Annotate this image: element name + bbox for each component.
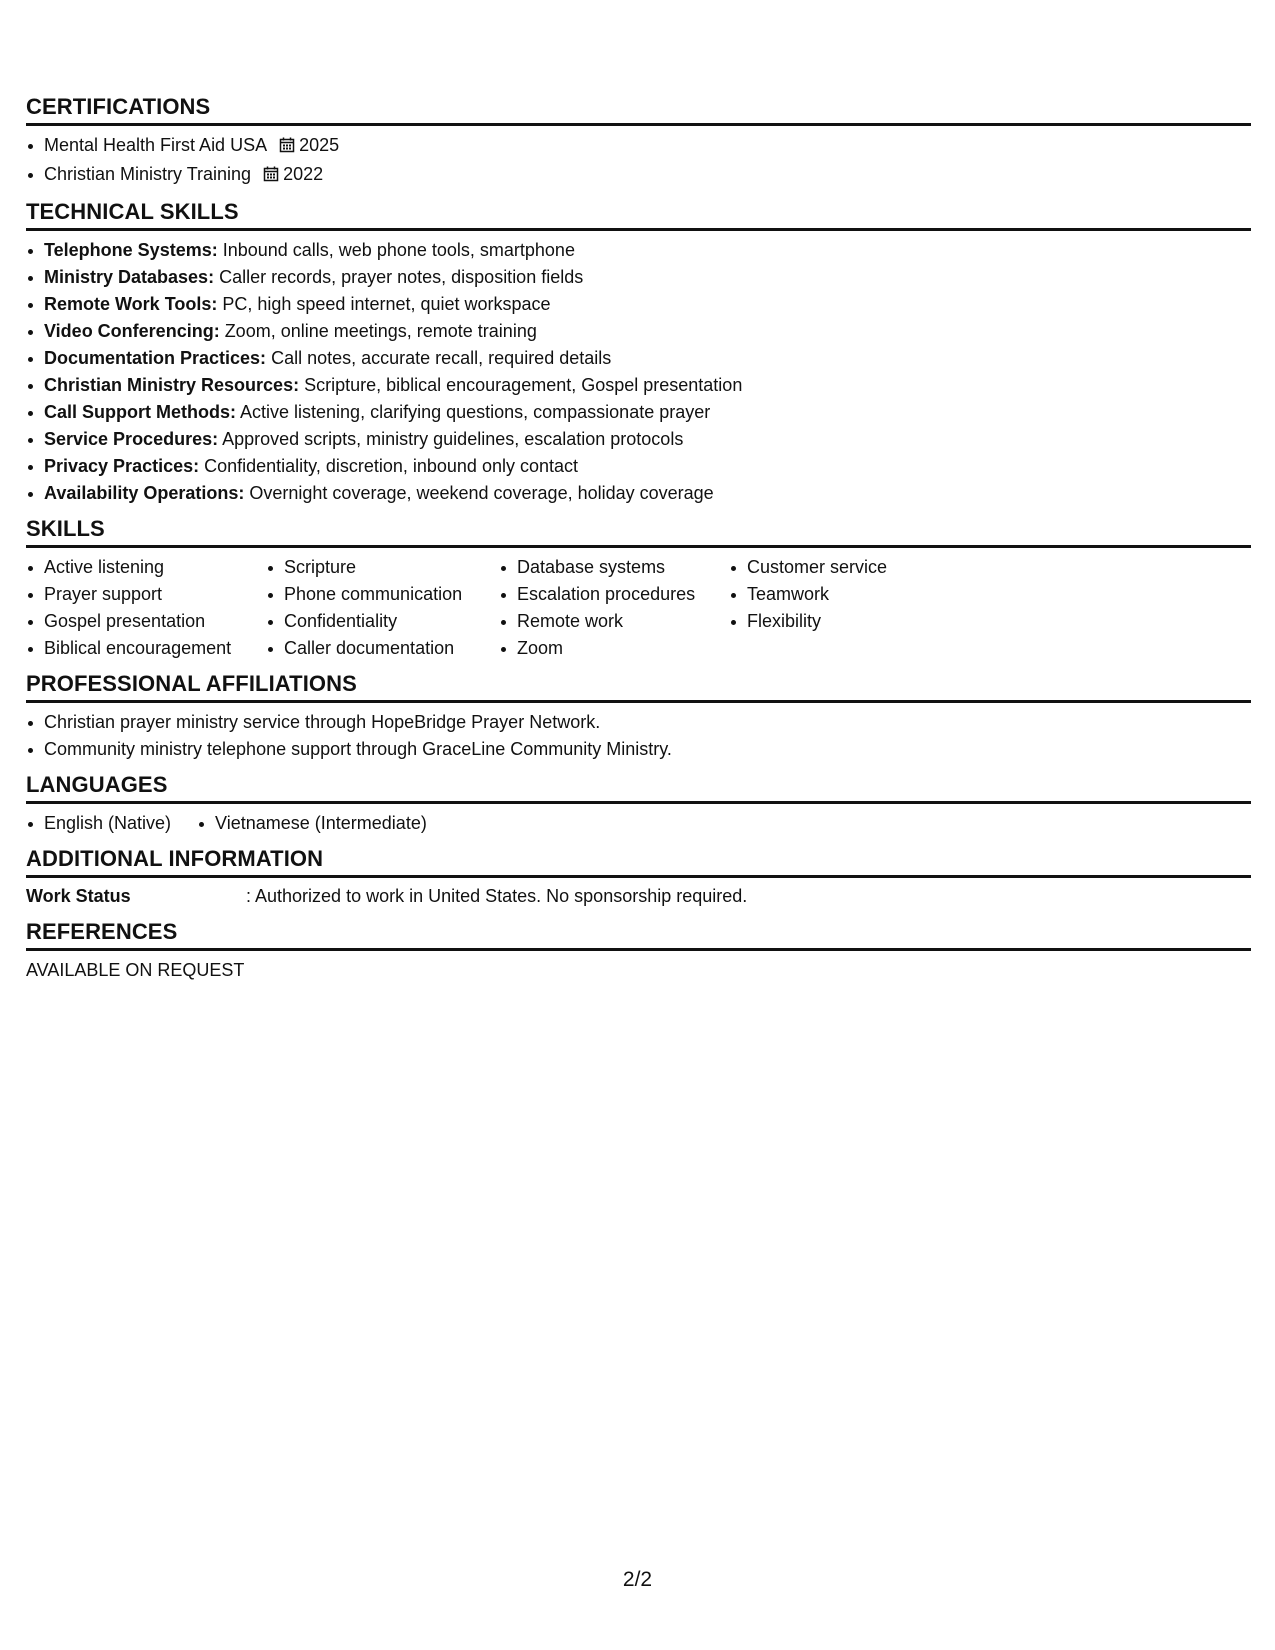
skills-column (499, 554, 729, 662)
technical-skill-label: Service Procedures: (44, 429, 219, 449)
affiliations-heading: PROFESSIONAL AFFILIATIONS (26, 671, 1251, 703)
technical-skill-label: Availability Operations: (44, 483, 245, 503)
technical-skill-value: Active listening, clarifying questions, compassionate prayer (236, 402, 711, 422)
technical-skill-label: Telephone Systems: (44, 240, 218, 260)
work-status-row (26, 883, 1251, 910)
skill-item: Biblical encouragement (26, 635, 266, 662)
technical-skill-item (26, 318, 1251, 345)
certification-name: Mental Health First Aid USA (44, 135, 268, 155)
calendar-icon (279, 134, 295, 161)
certifications-list (26, 132, 1251, 190)
skills-grid (26, 554, 1251, 662)
technical-skill-value: Scripture, biblical encouragement, Gospel presentation (299, 375, 743, 395)
skill-item: Scripture (266, 554, 499, 581)
skill-item: Zoom (499, 635, 729, 662)
certifications-section (26, 94, 1251, 190)
affiliations-list (26, 709, 1251, 763)
languages-section (26, 772, 1251, 837)
skill-item: Phone communication (266, 581, 499, 608)
certification-year: 2022 (283, 164, 324, 184)
technical-skill-value: Inbound calls, web phone tools, smartphone (217, 240, 575, 260)
certifications-heading: CERTIFICATIONS (26, 94, 1251, 126)
technical-skill-value: Confidentiality, discretion, inbound only contact (199, 456, 578, 476)
technical-skills-heading: TECHNICAL SKILLS (26, 199, 1251, 231)
work-status-label: Work Status (26, 886, 131, 906)
skills-column (729, 554, 969, 662)
technical-skill-value: Approved scripts, ministry guidelines, escalation protocols (218, 429, 684, 449)
calendar-icon (263, 163, 279, 190)
skill-item: Escalation procedures (499, 581, 729, 608)
technical-skill-item (26, 264, 1251, 291)
technical-skill-label: Video Conferencing: (44, 321, 220, 341)
technical-skill-item (26, 291, 1251, 318)
technical-skill-item (26, 237, 1251, 264)
references-text: AVAILABLE ON REQUEST (26, 960, 245, 980)
skill-item: Database systems (499, 554, 729, 581)
skills-heading: SKILLS (26, 516, 1251, 548)
affiliation-item: Community ministry telephone support through GraceLine Community Ministry. (26, 736, 1251, 763)
languages-list (26, 810, 1251, 837)
language-item: Vietnamese (Intermediate) (197, 810, 427, 837)
additional-information-section (26, 846, 1251, 910)
technical-skill-item (26, 399, 1251, 426)
skill-item: Active listening (26, 554, 266, 581)
technical-skill-value: Zoom, online meetings, remote training (219, 321, 537, 341)
languages-heading: LANGUAGES (26, 772, 1251, 804)
additional-information-heading: ADDITIONAL INFORMATION (26, 846, 1251, 878)
technical-skill-item (26, 453, 1251, 480)
certification-name: Christian Ministry Training (44, 164, 252, 184)
skill-item: Gospel presentation (26, 608, 266, 635)
affiliations-section (26, 671, 1251, 763)
technical-skill-label: Christian Ministry Resources: (44, 375, 300, 395)
resume-page (26, 94, 1251, 993)
affiliation-item: Christian prayer ministry service through HopeBridge Prayer Network. (26, 709, 1251, 736)
technical-skill-value: PC, high speed internet, quiet workspace (217, 294, 551, 314)
certification-year: 2025 (299, 135, 340, 155)
technical-skills-section (26, 199, 1251, 507)
references-section (26, 919, 1251, 984)
technical-skills-list (26, 237, 1251, 507)
skill-item: Remote work (499, 608, 729, 635)
skill-item: Caller documentation (266, 635, 499, 662)
skill-item: Prayer support (26, 581, 266, 608)
skills-section (26, 516, 1251, 662)
technical-skill-value: Overnight coverage, weekend coverage, holiday coverage (244, 483, 714, 503)
technical-skill-label: Remote Work Tools: (44, 294, 218, 314)
language-item: English (Native) (26, 810, 171, 837)
skill-item: Flexibility (729, 608, 969, 635)
certification-item (26, 161, 1251, 190)
work-status-value: : Authorized to work in United States. No sponsorship required. (246, 886, 748, 906)
technical-skill-label: Ministry Databases: (44, 267, 215, 287)
technical-skill-item (26, 345, 1251, 372)
page-number: 2/2 (622, 1568, 653, 1591)
technical-skill-label: Call Support Methods: (44, 402, 236, 422)
technical-skill-item (26, 480, 1251, 507)
skill-item: Customer service (729, 554, 969, 581)
skill-item: Teamwork (729, 581, 969, 608)
references-heading: REFERENCES (26, 919, 1251, 951)
certification-item (26, 132, 1251, 161)
technical-skill-value: Caller records, prayer notes, disposition fields (214, 267, 584, 287)
technical-skill-value: Call notes, accurate recall, required details (266, 348, 612, 368)
technical-skill-item (26, 372, 1251, 399)
skills-column (266, 554, 499, 662)
skill-item: Confidentiality (266, 608, 499, 635)
technical-skill-label: Documentation Practices: (44, 348, 267, 368)
skills-column (26, 554, 266, 662)
technical-skill-label: Privacy Practices: (44, 456, 200, 476)
technical-skill-item (26, 426, 1251, 453)
